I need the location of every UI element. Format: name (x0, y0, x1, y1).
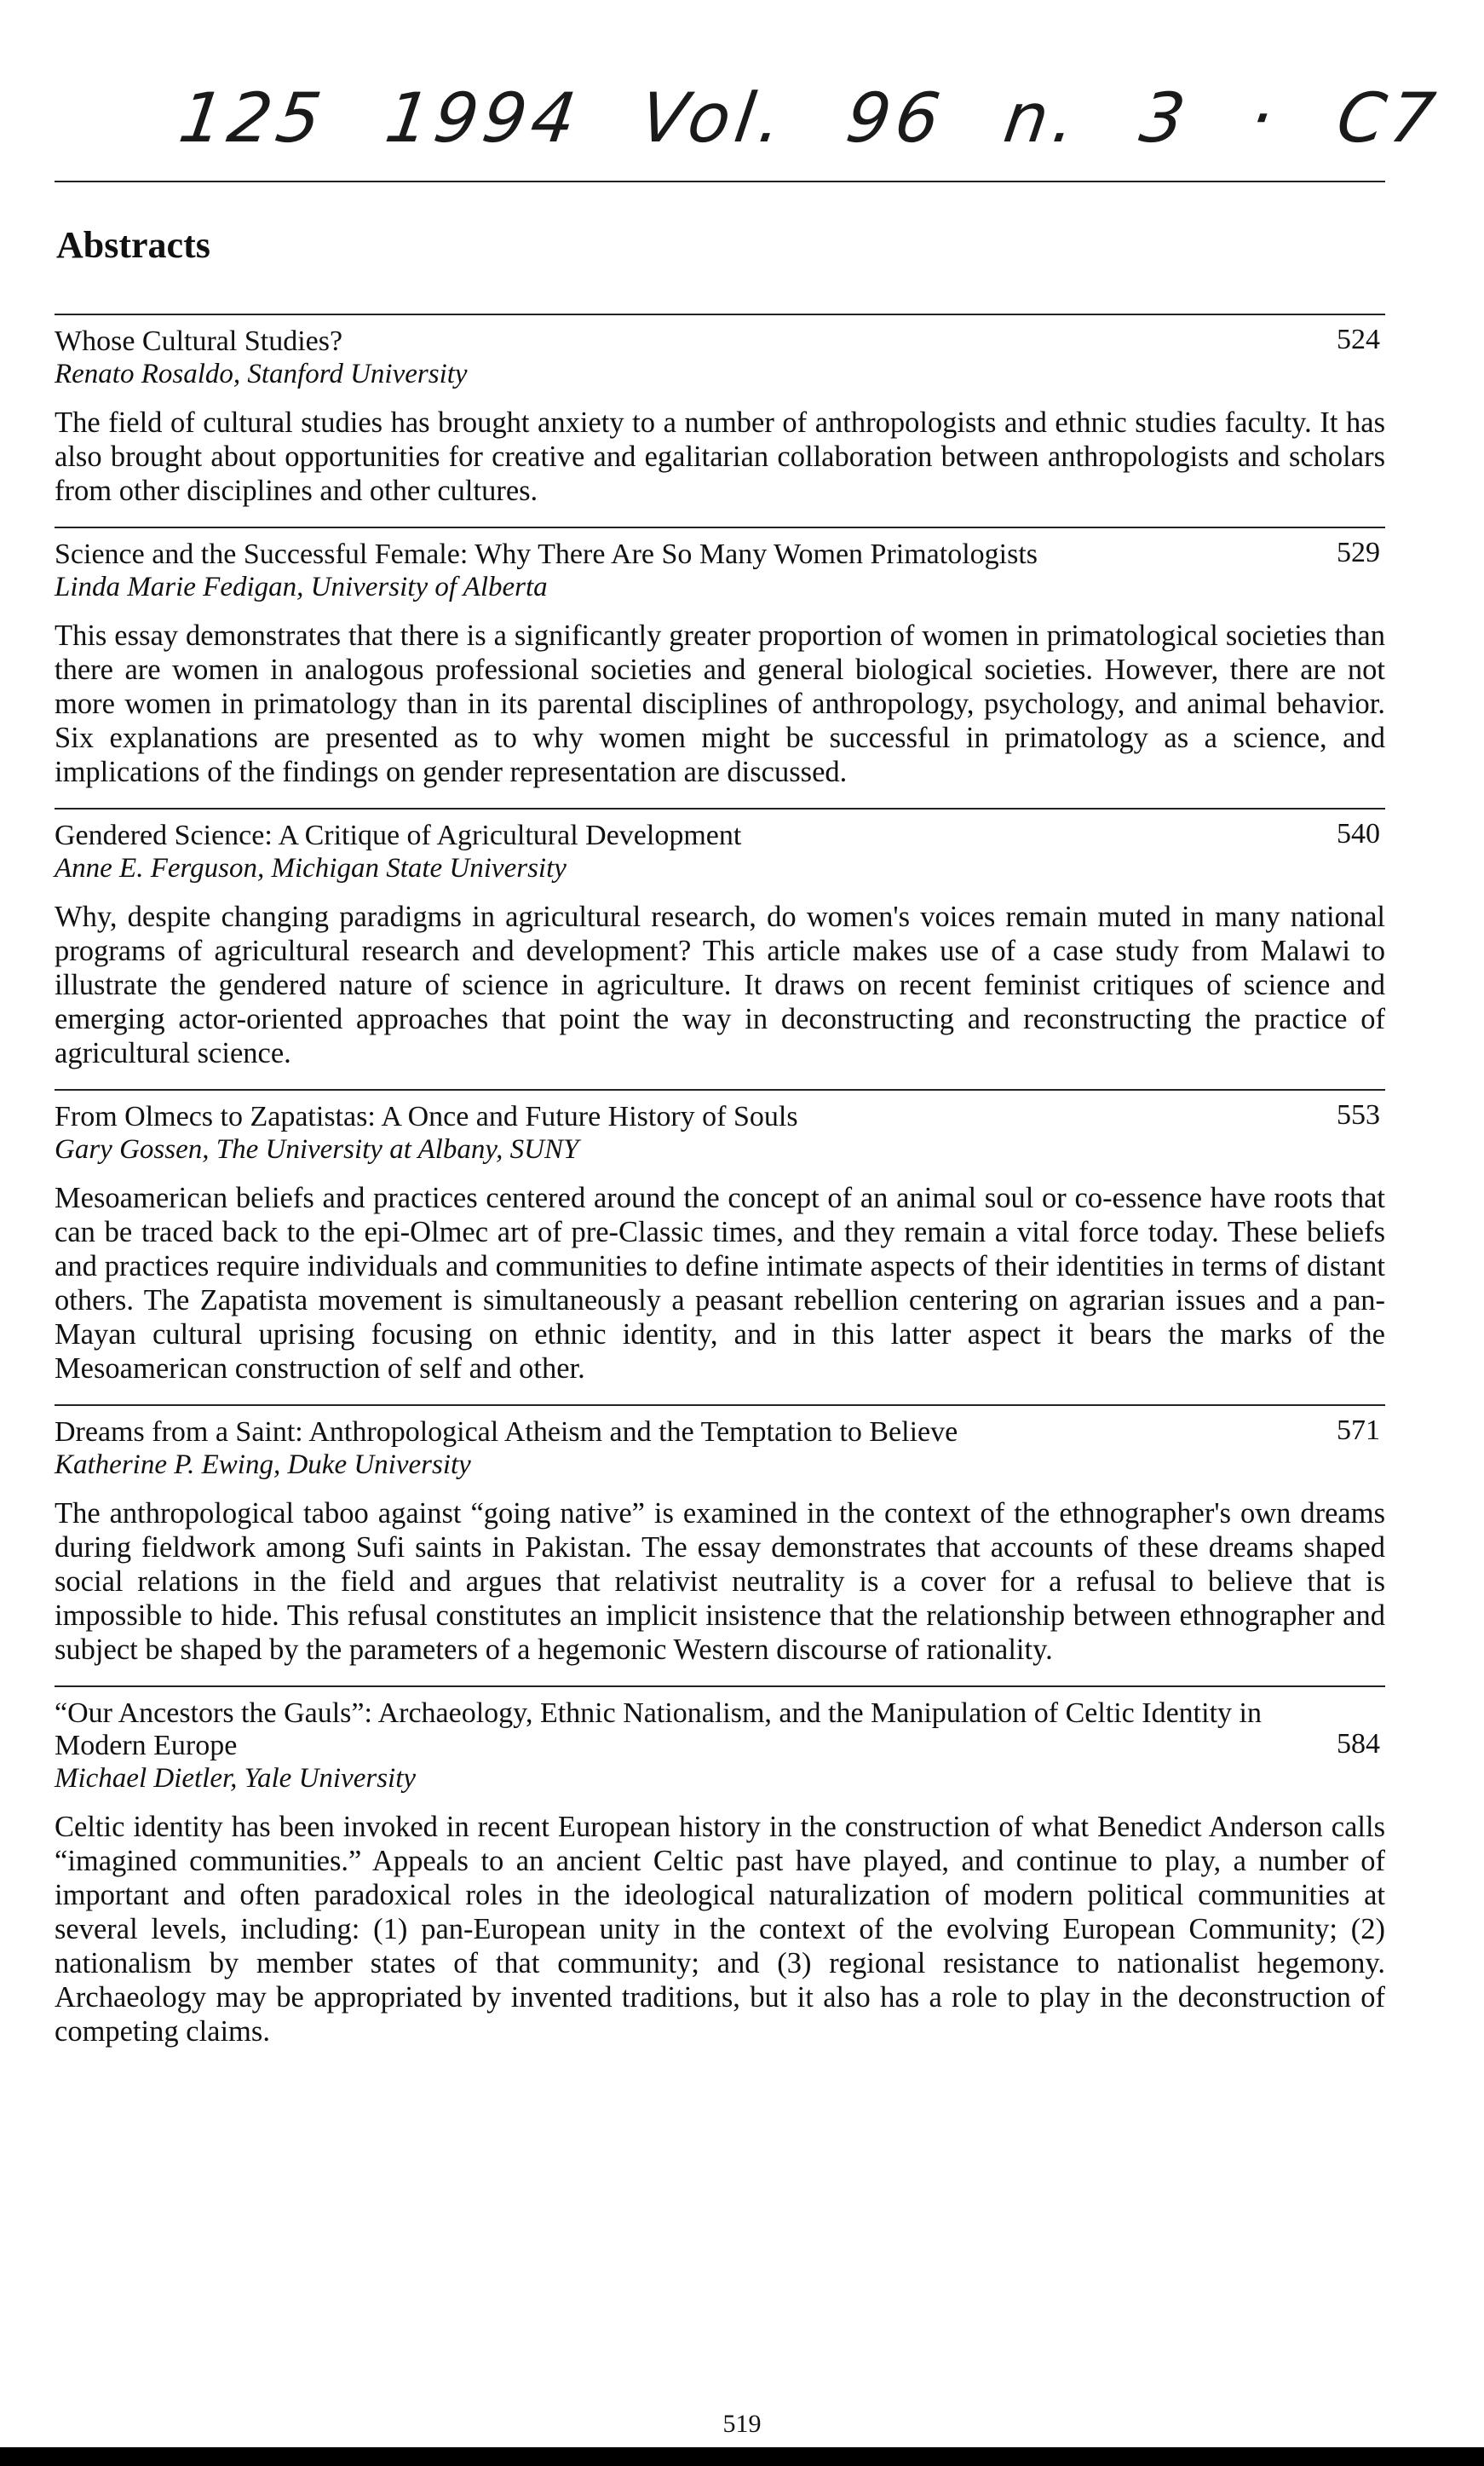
article-author: Renato Rosaldo, Stanford University (55, 359, 468, 389)
abstract-entry (55, 314, 1385, 508)
abstract-text: Why, despite changing paradigms in agricultural research, do women's voices remain muted in many national programs of agricultural research and development? This article makes use of a case study from Malawi to illustrate the gendered nature of science in agriculture. It draws on recent feminist critiques of science and emerging actor-oriented approaches that point the way in deconstructing and reconstructing the practice of agricultural science. (55, 901, 1385, 1069)
abstract-text: Celtic identity has been invoked in recent European history in the construction of what Benedict Anderson calls “imagined communities.” Appeals to an ancient Celtic past have played, and continue to play, a number of important and often paradoxical roles in the ideological naturalization of modern political communities at several levels, including: (1) pan-European unity in the context of the evolving European Community; (2) nationalism by member states of that community; and (3) regional resistance to nationalist hegemony. Archaeology may be appropriated by invented traditions, but it also has a role to play in the deconstruction of competing claims. (55, 1811, 1385, 2048)
entry-header (55, 820, 1385, 884)
article-title: Dreams from a Saint: Anthropological Atheism and the Temptation to Believe (55, 1416, 958, 1448)
abstract-text: The anthropological taboo against “going native” is examined in the context of the ethnographer's own dreams during fieldwork among Sufi saints in Pakistan. The essay demonstrates that accounts of these dreams shaped social relations in the field and argues that relativist neutrality is a cover for a refusal to believe that is impossible to hide. This refusal constitutes an implicit insistence that the relationship between ethnographer and subject be shaped by the parameters of a hegemonic Western discourse of rationality. (55, 1497, 1385, 1666)
abstracts-list (55, 314, 1385, 2067)
article-author: Anne E. Ferguson, Michigan State University (55, 853, 567, 884)
article-title: Whose Cultural Studies? (55, 326, 343, 357)
page-number: 553 (1337, 1099, 1380, 1131)
article-title: Gendered Science: A Critique of Agricultural Development (55, 820, 742, 851)
abstract-text: Mesoamerican beliefs and practices centered around the concept of an animal soul or co-essence have roots that can be traced back to the epi-Olmec art of pre-Classic times, and they remain a vital force today. These beliefs and practices require individuals and communities to define intimate aspects of their identities in terms of distant others. The Zapatista movement is simultaneously a peasant rebellion centering on agrarian issues and a pan-Mayan cultural uprising focusing on ethnic identity, and in this latter aspect it bears the marks of the Mesoamerican construction of self and other. (55, 1182, 1385, 1385)
page-number: 584 (1337, 1728, 1380, 1760)
article-title: From Olmecs to Zapatistas: A Once and Future History of Souls (55, 1101, 798, 1132)
handwritten-annotation: 125 1994 Vol. 96 n. 3 · C7 (174, 78, 1445, 158)
abstract-entry (55, 527, 1385, 789)
page-folio: 519 (722, 2410, 762, 2438)
article-author: Katherine P. Ewing, Duke University (55, 1449, 471, 1480)
entry-header (55, 326, 1385, 390)
entry-header (55, 1697, 1385, 1795)
page-number: 529 (1337, 537, 1380, 568)
page-heading: Abstracts (56, 224, 210, 266)
article-author: Gary Gossen, The University at Albany, SUNY (55, 1134, 579, 1165)
abstract-entry (55, 1685, 1385, 2048)
page-number: 524 (1337, 324, 1380, 355)
scan-edge-band (0, 2447, 1484, 2466)
article-author: Michael Dietler, Yale University (55, 1763, 417, 1794)
article-title: Science and the Successful Female: Why There Are So Many Women Primatologists (55, 539, 1038, 570)
entry-header (55, 1416, 1385, 1481)
article-author: Linda Marie Fedigan, University of Alberta (55, 572, 548, 602)
entry-header (55, 539, 1385, 603)
page-number: 571 (1337, 1414, 1380, 1446)
abstract-entry (55, 1404, 1385, 1667)
abstract-entry (55, 808, 1385, 1070)
entry-header (55, 1101, 1385, 1166)
article-title: “Our Ancestors the Gauls”: Archaeology, Ethnic Nationalism, and the Manipulation of Celtic Identity in Modern Europe (55, 1697, 1262, 1761)
abstract-entry (55, 1089, 1385, 1386)
abstract-text: This essay demonstrates that there is a significantly greater proportion of women in primatological societies than there are women in analogous professional societies and general biological societies. However, there are not more women in primatology than in its parental disciplines of anthropology, psychology, and animal behavior. Six explanations are presented as to why women might be successful in primatology as a science, and implications of the findings on gender representation are discussed. (55, 619, 1385, 788)
top-rule (55, 181, 1385, 182)
abstract-text: The field of cultural studies has brought anxiety to a number of anthropologists and ethnic studies faculty. It has also brought about opportunities for creative and egalitarian collaboration between anthropologists and scholars from other disciplines and other cultures. (55, 406, 1385, 507)
page-number: 540 (1337, 818, 1380, 850)
